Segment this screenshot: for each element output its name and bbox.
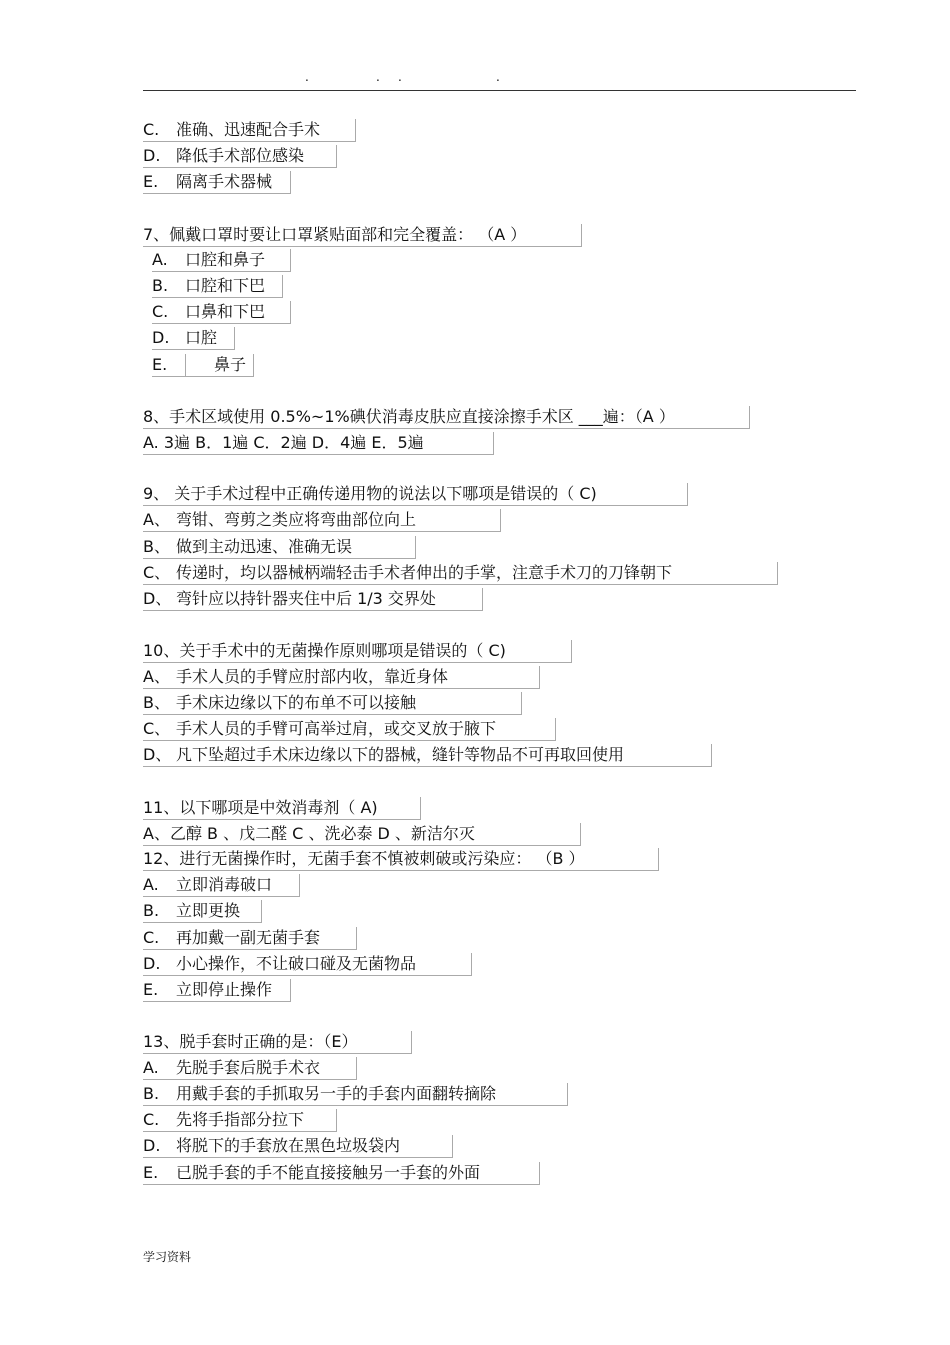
option-line: A、 手术人员的手臂应肘部内收，靠近身体 [143,666,540,689]
header-dot: . [398,70,402,84]
header-dot: . [496,70,500,84]
option-line: B、 手术床边缘以下的布单不可以接触 [143,692,522,715]
option-line: A. 3遍 B．1遍 C．2遍 D．4遍 E．5遍 [143,432,494,455]
page-footer: 学习资料 [143,1250,192,1264]
option-line: D、 凡下坠超过手术床边缘以下的器械，缝针等物品不可再取回使用 [143,744,712,767]
option-line: B、 做到主动迅速、准确无误 [143,536,416,559]
question-line: 7、佩戴口罩时要让口罩紧贴面部和完全覆盖： （A ） [143,224,582,247]
option-line: A. 口腔和鼻子 [152,249,291,272]
option-line: A、乙醇 B 、戊二醛 C 、洗必泰 D 、新洁尔灭 [143,823,581,846]
option-line: A. 立即消毒破口 [143,874,300,897]
option-line: A. 先脱手套后脱手术衣 [143,1057,357,1080]
option-line: C. 准确、迅速配合手术 [143,119,356,142]
header-rule [143,90,856,91]
header-dots [0,70,950,84]
question-line: 10、关于手术中的无菌操作原则哪项是错误的（ C) [143,640,572,663]
question-line: 13、脱手套时正确的是：（E） [143,1031,412,1054]
option-line: E. 已脱手套的手不能直接接触另一手套的外面 [143,1162,540,1185]
question-line: 8、手术区域使用 0.5%~1%碘伏消毒皮肤应直接涂擦手术区 ___遍：（A ） [143,406,750,429]
option-line: E. 隔离手术器械 [143,171,291,194]
header-dot: . [376,70,380,84]
question-line: 11、以下哪项是中效消毒剂（ A) [143,797,421,820]
option-line: C. 再加戴一副无菌手套 [143,927,357,950]
option-line: C. 口鼻和下巴 [152,301,291,324]
question-line: 9、 关于手术过程中正确传递用物的说法以下哪项是错误的（ C) [143,483,688,506]
option-line: D、 弯针应以持针器夹住中后 1/3 交界处 [143,588,483,611]
option-line: E. 立即停止操作 [143,979,291,1002]
option-line: A、 弯钳、弯剪之类应将弯曲部位向上 [143,509,501,532]
question-line: 12、进行无菌操作时，无菌手套不慎被刺破或污染应： （B ） [143,848,659,871]
option-line: D. 降低手术部位感染 [143,145,337,168]
option-line: C、 手术人员的手臂可高举过肩，或交叉放于腋下 [143,718,556,741]
option-line: B. 立即更换 [143,900,262,923]
option-line: D. 口腔 [152,327,235,350]
option-line: C、 传递时，均以器械柄端轻击手术者伸出的手掌，注意手术刀的刀锋朝下 [143,562,778,585]
option-line: E. 鼻子 [152,354,254,377]
option-line: B. 口腔和下巴 [152,275,283,298]
option-line: D. 小心操作，不让破口碰及无菌物品 [143,953,472,976]
option-line: C. 先将手指部分拉下 [143,1109,337,1132]
option-line: D. 将脱下的手套放在黑色垃圾袋内 [143,1135,453,1158]
header-dot: . [305,70,309,84]
option-line: B. 用戴手套的手抓取另一手的手套内面翻转摘除 [143,1083,568,1106]
